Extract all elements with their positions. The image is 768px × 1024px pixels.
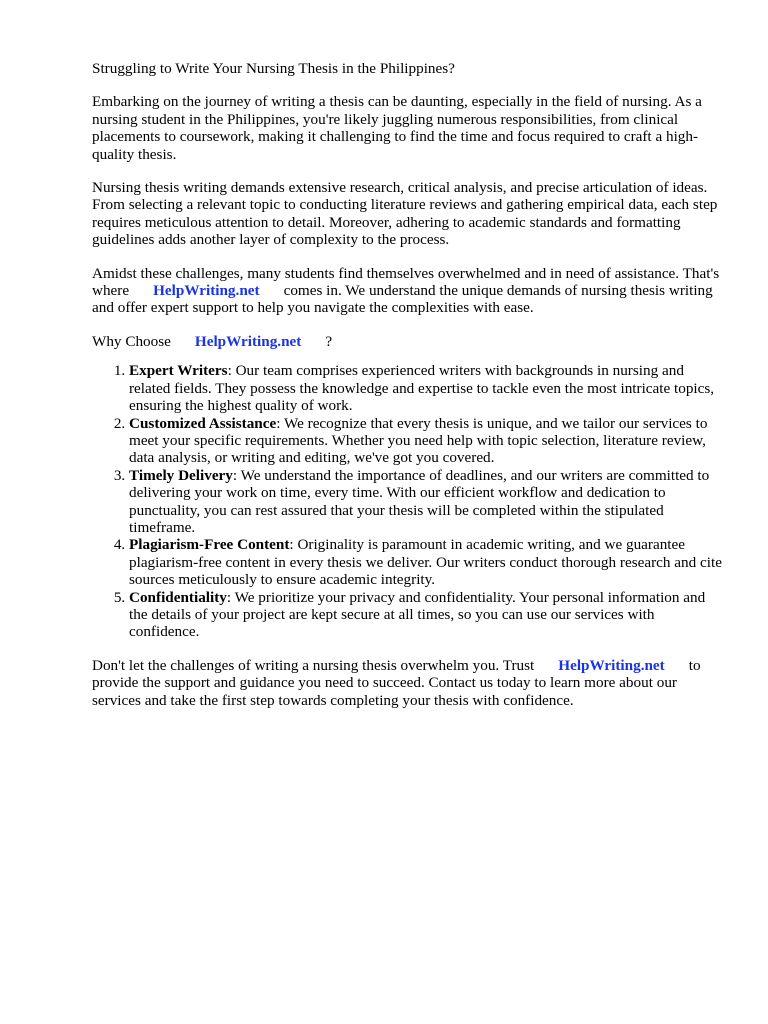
assistance-text-after: comes in. We understand the unique demands of nursing thesis writing and offer expert support to help you navigate the complexities with ease. xyxy=(92,282,713,317)
list-item-text: : We recognize that every thesis is unique, and we tailor our services to meet your specific requirements. Whether you need help with topic selection, literature review, data analysis, or writing and editing, we've got you covered. xyxy=(129,414,708,467)
list-item xyxy=(129,589,722,641)
list-item-text: : Our team comprises experienced writers with backgrounds in nursing and related fields. They possess the knowledge and expertise to tackle even the most intricate topics, ensuring the highest quality of work. xyxy=(129,362,715,415)
list-item-title: Timely Delivery xyxy=(129,466,233,484)
assistance-text-before: Amidst these challenges, many students find themselves overwhelmed and in need of assistance. That's where xyxy=(92,264,720,300)
list-item-title: Plagiarism-Free Content xyxy=(129,536,290,554)
document-page xyxy=(92,60,722,725)
closing-text-after: to provide the support and guidance you need to succeed. Contact us today to learn more about our services and take the first step towards completing your thesis with confidence. xyxy=(92,656,701,709)
benefits-list xyxy=(92,362,722,641)
list-item-title: Confidentiality xyxy=(129,588,227,606)
why-choose-heading xyxy=(92,333,722,350)
why-choose-question-mark: ? xyxy=(325,332,333,350)
list-item-title: Customized Assistance xyxy=(129,414,277,432)
list-item xyxy=(129,362,722,414)
list-item-text: : Originality is paramount in academic writing, and we guarantee plagiarism-free content in every thesis we deliver. Our writers conduct thorough research and cite sources meticulously to ensure academic integrity. xyxy=(129,536,722,589)
list-item-text: : We prioritize your privacy and confidentiality. Your personal information and the details of your project are kept secure at all times, so you can use our services with confidence. xyxy=(129,588,706,641)
list-item-title: Expert Writers xyxy=(129,362,228,380)
list-item-text: : We understand the importance of deadlines, and our writers are committed to delivering your work on time, every time. With our efficient workflow and dedication to punctuality, you can rest assured that your thesis will be completed within the stipulated timeframe. xyxy=(129,466,710,536)
why-choose-text: Why Choose xyxy=(92,332,171,350)
list-item xyxy=(129,467,722,537)
helpwriting-link[interactable]: HelpWriting.net xyxy=(558,656,665,674)
challenges-paragraph: Nursing thesis writing demands extensive research, critical analysis, and precise articulation of ideas. From selecting a relevant topic to conducting literature reviews and gathering empirical data, each step requires meticulous attention to detail. Moreover, adhering to academic standards and formatting guidelines adds another layer of complexity to the process. xyxy=(92,179,718,249)
helpwriting-link[interactable]: HelpWriting.net xyxy=(194,332,302,350)
list-item xyxy=(129,536,722,588)
closing-paragraph xyxy=(92,657,722,709)
document-title: Struggling to Write Your Nursing Thesis in the Philippines? xyxy=(92,60,455,77)
list-item xyxy=(129,415,722,467)
helpwriting-link[interactable]: HelpWriting.net xyxy=(153,282,260,300)
intro-paragraph: Embarking on the journey of writing a thesis can be daunting, especially in the field of nursing. As a nursing student in the Philippines, you're likely juggling numerous responsibilities, from clinical placements to coursework, making it challenging to find the time and focus required to craft a high-quality thesis. xyxy=(92,93,702,163)
closing-text-before: Don't let the challenges of writing a nursing thesis overwhelm you. Trust xyxy=(92,656,535,674)
assistance-paragraph xyxy=(92,265,722,317)
